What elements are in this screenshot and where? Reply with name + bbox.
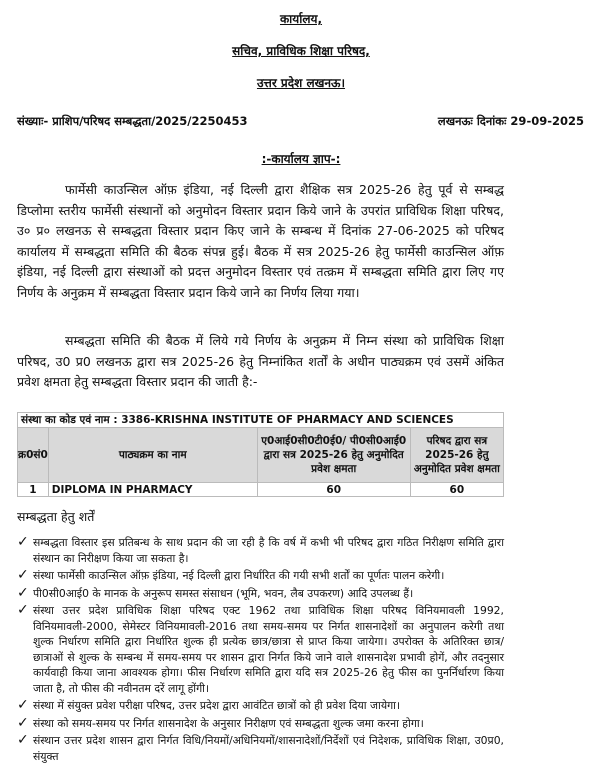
- col-pci-capacity: ए0आई0सी0टी0ई0/ पी0सी0आई0 द्वारा सत्र 2025-26 हेतु अनुमोदित प्रवेश क्षमता: [257, 428, 410, 483]
- check-icon: ✓: [17, 584, 29, 601]
- secretary-heading: सचिव, प्राविधिक शिक्षा परिषद,: [232, 44, 370, 58]
- check-icon: ✓: [17, 602, 29, 618]
- course-cell: DIPLOMA IN PHARMACY: [48, 483, 257, 497]
- list-item: ✓ सम्बद्धता विस्तार इस प्रतिबन्ध के साथ प्रदान की जा रही है कि वर्ष में कभी भी परिषद द्वारा गठित निरीक्षण समिति द्वारा संस्थान का निरीक्षण किया जा सकता है।: [17, 534, 504, 565]
- col-serial: क्र0सं0: [18, 428, 49, 483]
- list-item: ✓ संस्था को समय-समय पर निर्गत शासनादेश के अनुसार निरीक्षण एवं सम्बद्धता शुल्क जमा करना होगा।: [17, 714, 424, 731]
- check-icon: ✓: [17, 697, 29, 713]
- course-table: [17, 412, 504, 497]
- list-item: ✓ पी0सी0आई0 के मानक के अनुरूप समस्त संसाधन (भूमि, भवन, लैब उपकरण) आदि उपलब्ध हैं।: [17, 584, 414, 601]
- issue-date: लखनऊः दिनांकः 29-09-2025: [437, 114, 584, 128]
- col-course: पाठ्यक्रम का नाम: [48, 428, 257, 483]
- paragraph-2: सम्बद्धता समिति की बैठक में लिये गये निर्णय के अनुक्रम में निम्न संस्था को प्राविधिक शिक्षा परिषद, उ0 प्र0 लखनऊ द्वारा सत्र 2025-26 हेतु निम्नांकित शर्तों के अधीन पाठ्यक्रम एवं उसमें अंकित प्रवेश क्षमता हेतु सम्बद्धता विस्तार प्रदान की जाती है:-: [17, 333, 504, 389]
- check-icon: ✓: [17, 567, 29, 583]
- check-icon: ✓: [17, 732, 29, 748]
- table-row: [18, 483, 504, 497]
- pci-capacity-cell: 60: [257, 483, 410, 497]
- memo-title: :-कार्यालय ज्ञाप-:: [261, 152, 341, 166]
- list-item: ✓ संस्था फार्मेसी काउन्सिल ऑफ़ इंडिया, नई दिल्ली द्वारा निर्धारित की गयी सभी शर्तों का पूर्णतः पालन करेगी।: [17, 567, 445, 583]
- office-heading: कार्यालय,: [279, 12, 323, 26]
- list-item: ✓ संस्था उत्तर प्रदेश प्राविधिक शिक्षा परिषद एक्ट 1962 तथा प्राविधिक शिक्षा परिषद विनियमावली 1992, विनियमावली-2000, सेमेस्टर विनियमावली-2016 तथा समय-समय पर निर्गत शासनादेशों का अनुपालन करेगी तथा शुल्क निर्धारण समिति द्वारा निर्धारित शुल्क ही प्रत्येक छात्र/छात्रा से प्राप्त किया जायेगा। उपरोक्त के अतिरिक्त छात्र/छात्राओं से शुल्क के सम्बन्ध में समय-समय पर शासन द्वारा निर्गत किये जाने वाले शासनादेश प्रभावी होगें, और तदनुसार कार्यवाही किया जाना आवश्यक होगा। फीस निर्धारण समिति द्वारा यदि सत्र 2025-26 हेतु फीस का पुनर्निर्धारण किया जाता है, तो फीस की नवीनतम दरें लागू होंगी।: [17, 602, 504, 695]
- institute-name: संस्था का कोड एवं नाम : 3386-KRISHNA INSTITUTE OF PHARMACY AND SCIENCES: [18, 413, 504, 428]
- serial-cell: 1: [18, 483, 49, 497]
- check-icon: ✓: [17, 714, 29, 731]
- conditions-title: सम्बद्धता हेतु शर्तें: [17, 509, 95, 524]
- list-item: ✓ संस्था में संयुक्त प्रवेश परीक्षा परिषद, उत्तर प्रदेश द्वारा आवंटित छात्रों को ही प्रवेश दिया जायेगा।: [17, 697, 401, 713]
- paragraph-1: फार्मेसी काउन्सिल ऑफ़ इंडिया, नई दिल्ली द्वारा शैक्षिक सत्र 2025-26 हेतु पूर्व से सम्बद्ध डिप्लोमा स्तरीय फार्मेसी संस्थानों को अनुमोदन विस्तार प्रदान किये जाने के उपरांत प्राविधिक शिक्षा परिषद, उ० प्र० लखनऊ से सम्बद्धता विस्तार प्रदान किए जाने के सम्बन्ध में दिनांक 27-06-2025 को परिषद कार्यालय में सम्बद्धता समिति की बैठक संपन्न हुई। बैठक में सत्र 2025-26 हेतु फार्मेसी काउन्सिल ऑफ़ इंडिया, नई दिल्ली द्वारा संस्थाओं को प्रदत्त अनुमोदन विस्तार एवं तत्क्रम में सम्बद्धता समिति द्वारा लिए गए निर्णय के अनुक्रम में सम्बद्धता विस्तार प्रदान किये जाने का निर्णय लिया गया।: [17, 182, 504, 300]
- list-item: ✓ संस्थान उत्तर प्रदेश शासन द्वारा निर्गत विधि/नियमों/अधिनियमों/शासनादेशों/निर्देशों एवं निदेशक, प्राविधिक शिक्षा, उ0प्र0, संयुक्त: [17, 732, 504, 763]
- col-council-capacity: परिषद द्वारा सत्र 2025-26 हेतु अनुमोदित प्रवेश क्षमता: [410, 428, 503, 483]
- conditions-list: [17, 535, 504, 766]
- table-header: [18, 428, 504, 483]
- reference-number: संख्याः- प्राशिप/परिषद सम्बद्धता/2025/2250453: [17, 114, 248, 128]
- council-capacity-cell: 60: [410, 483, 503, 497]
- check-icon: ✓: [17, 534, 29, 550]
- location-heading: उत्तर प्रदेश लखनऊ।: [256, 76, 346, 90]
